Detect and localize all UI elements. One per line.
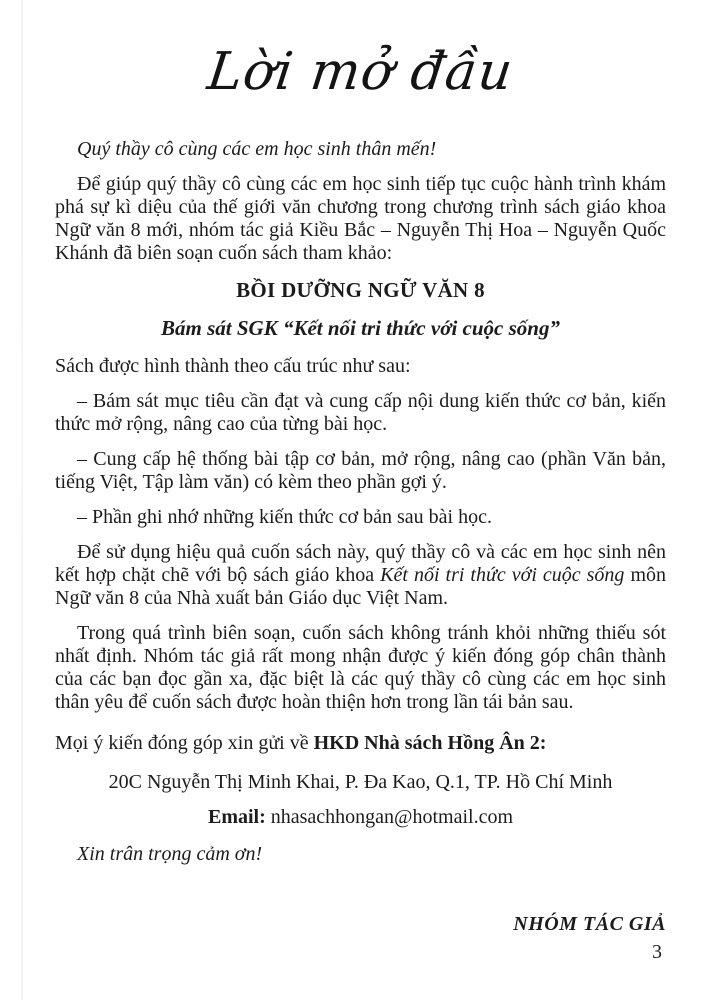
usage-paragraph	[55, 541, 666, 610]
sgk-series-title-italic: Kết nối tri thức với cuộc sống	[380, 564, 625, 586]
store-name-bold: HKD Nhà sách Hồng Ân 2:	[313, 732, 547, 754]
email-line	[55, 806, 666, 829]
page-crease-line	[21, 0, 23, 1000]
book-subtitle-heading: Bám sát SGK “Kết nối tri thức với cuộc sống”	[161, 316, 560, 340]
usage-text-after: môn Ngữ văn 8 của Nhà xuất bản Giáo dục Việt Nam.	[55, 564, 667, 609]
address-line: 20C Nguyễn Thị Minh Khai, P. Đa Kao, Q.1, TP. Hồ Chí Minh	[108, 771, 613, 793]
closing-line: Xin trân trọng cảm ơn!	[77, 843, 263, 865]
email-label: Email:	[207, 806, 266, 828]
feedback-paragraph: Trong quá trình biên soạn, cuốn sách không tránh khỏi những thiếu sót nhất định. Nhóm tác giả rất mong nhận được ý kiến đóng góp chân thành của các bạn đọc gần xa, đặc biệt là các quý thầy cô cùng các em học sinh thân yêu để cuốn sách được hoàn thiện hơn trong lần tái bản sau.	[55, 622, 666, 713]
email-address: nhasachhongan@hotmail.com	[270, 806, 514, 828]
bullet-item-1: – Bám sát mục tiêu cần đạt và cung cấp nội dung kiến thức cơ bản, kiến thức mở rộng, nâng cao của từng bài học.	[55, 390, 666, 435]
authors-signature: NHÓM TÁC GIẢ	[513, 913, 666, 935]
page-number: 3	[652, 941, 662, 963]
bullet-item-3: – Phần ghi nhớ những kiến thức cơ bản sau bài học.	[77, 506, 492, 528]
preface-script-title-text: Lời mở đầu	[204, 42, 517, 102]
structure-intro-line: Sách được hình thành theo cấu trúc như sau:	[55, 355, 411, 377]
greeting-line: Quý thầy cô cùng các em học sinh thân mến!	[77, 138, 437, 160]
bullet-item-2: – Cung cấp hệ thống bài tập cơ bản, mở rộng, nâng cao (phần Văn bản, tiếng Việt, Tập làm văn) có kèm theo phần gợi ý.	[55, 448, 666, 493]
usage-text-before: Để sử dụng hiệu quả cuốn sách này, quý thầy cô và các em học sinh nên kết hợp chặt chẽ với bộ sách giáo khoa	[55, 541, 666, 586]
contact-prefix: Mọi ý kiến đóng góp xin gửi về	[55, 732, 309, 754]
preface-script-title	[55, 32, 666, 112]
contact-line	[55, 732, 666, 755]
intro-paragraph: Để giúp quý thầy cô cùng các em học sinh tiếp tục cuộc hành trình khám phá sự kì diệu của thế giới văn chương trong chương trình sách giáo khoa Ngữ văn 8 mới, nhóm tác giả Kiều Bắc – Nguyễn Thị Hoa – Nguyễn Quốc Khánh đã biên soạn cuốn sách tham khảo:	[55, 173, 666, 264]
book-title-heading: BỒI DƯỠNG NGỮ VĂN 8	[236, 278, 485, 302]
page-content	[55, 0, 666, 948]
